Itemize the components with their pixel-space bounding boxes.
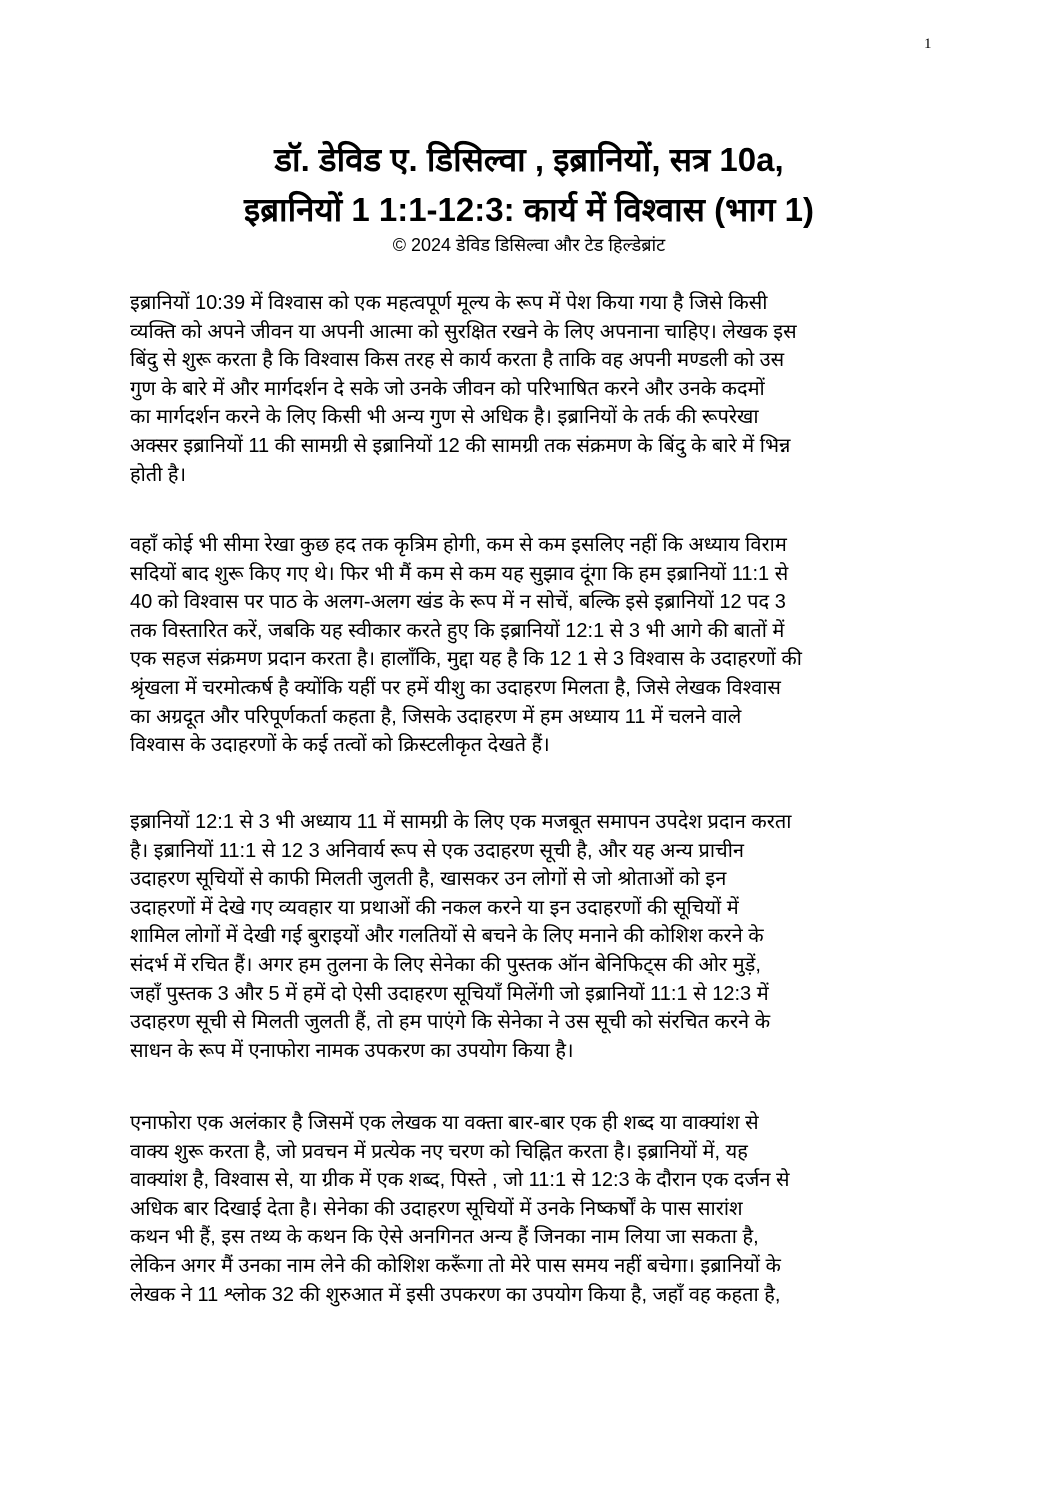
- text-line: वहाँ कोई भी सीमा रेखा कुछ हद तक कृत्रिम होगी, कम से कम इसलिए नहीं कि अध्याय विराम: [130, 534, 787, 556]
- text-line: लेकिन अगर मैं उनका नाम लेने की कोशिश करूँगा तो मेरे पास समय नहीं बचेगा। इब्रानियों के: [130, 1254, 781, 1277]
- paragraph-2: [130, 531, 930, 760]
- text-line: उदाहरण सूचियों से काफी मिलती जुलती है, खासकर उन लोगों से जो श्रोताओं को इन: [130, 868, 727, 891]
- text-line: वाक्यांश है, विश्वास से, या ग्रीक में एक शब्द, पिस्ते , जो 11:1 से 12:3 के दौरान एक दर्जन से: [130, 1169, 790, 1192]
- text-line: उदाहरणों में देखे गए व्यवहार या प्रथाओं की नकल करने या इन उदाहरणों की सूचियों में: [130, 896, 739, 919]
- text-line: है। इब्रानियों 11:1 से 12 3 अनिवार्य रूप से एक उदाहरण सूची है, और यह अन्य प्राचीन: [130, 839, 744, 862]
- paragraph-1: [130, 289, 930, 489]
- page-number: 1: [924, 36, 932, 52]
- text-line: संदर्भ में रचित हैं। अगर हम तुलना के लिए सेनेका की पुस्तक ऑन बेनिफिट्स की ओर मुड़ें,: [130, 953, 761, 976]
- text-line: उदाहरण सूची से मिलती जुलती हैं, तो हम पाएंगे कि सेनेका ने उस सूची को संरचित करने के: [130, 1011, 771, 1034]
- text-line: जहाँ पुस्तक 3 और 5 में हमें दो ऐसी उदाहरण सूचियाँ मिलेंगी जो इब्रानियों 11:1 से 12:3 में: [130, 982, 769, 1005]
- text-line: होती है।: [130, 463, 187, 486]
- text-line: बिंदु से शुरू करता है कि विश्वास किस तरह से कार्य करता है ताकि वह अपनी मण्डली को उस: [130, 349, 785, 372]
- paragraph-3: [130, 808, 930, 1065]
- text-line: एनाफोरा एक अलंकार है जिसमें एक लेखक या वक्ता बार-बार एक ही शब्द या वाक्यांश से: [130, 1112, 759, 1134]
- text-line: श्रृंखला में चरमोत्कर्ष है क्योंकि यहीं पर हमें यीशु का उदाहरण मिलता है, जिसे लेखक विश्वास: [130, 676, 781, 699]
- text-line: वाक्य शुरू करता है, जो प्रवचन में प्रत्येक नए चरण को चिह्नित करता है। इब्रानियों में, यह: [130, 1140, 748, 1163]
- paragraph-4: [130, 1109, 930, 1309]
- copyright-line: © 2024 डेविड डिसिल्वा और टेड हिल्डेब्रांट: [392, 235, 666, 255]
- text-line: तक विस्तारित करें, जबकि यह स्वीकार करते हुए कि इब्रानियों 12:1 से 3 भी आगे की बातों में: [130, 619, 785, 642]
- text-line: लेखक ने 11 श्लोक 32 की शुरुआत में इसी उपकरण का उपयोग किया है, जहाँ वह कहता है,: [130, 1283, 781, 1306]
- title-line: इब्रानियों 1 1:1-12:3: कार्य में विश्वास (भाग 1): [244, 191, 814, 228]
- document-title: [0, 135, 1058, 235]
- text-line: साधन के रूप में एनाफोरा नामक उपकरण का उपयोग किया है।: [130, 1039, 574, 1062]
- text-line: इब्रानियों 10:39 में विश्वास को एक महत्वपूर्ण मूल्य के रूप में पेश किया गया है जिसे किसी: [130, 292, 768, 314]
- text-line: 40 को विश्वास पर पाठ के अलग-अलग खंड के रूप में न सोचें, बल्कि इसे इब्रानियों 12 पद 3: [130, 591, 786, 614]
- text-line: गुण के बारे में और मार्गदर्शन दे सके जो उनके जीवन को परिभाषित करने और उनके कदमों: [130, 377, 765, 400]
- text-line: व्यक्ति को अपने जीवन या अपनी आत्मा को सुरक्षित रखने के लिए अपनाना चाहिए। लेखक इस: [130, 320, 797, 343]
- text-line: इब्रानियों 12:1 से 3 भी अध्याय 11 में सामग्री के लिए एक मजबूत समापन उपदेश प्रदान करता: [130, 811, 792, 833]
- text-line: अधिक बार दिखाई देता है। सेनेका की उदाहरण सूचियों में उनके निष्कर्षों के पास सारांश: [130, 1197, 743, 1220]
- text-line: एक सहज संक्रमण प्रदान करता है। हालाँकि, मुद्दा यह है कि 12 1 से 3 विश्वास के उदाहरणों की: [130, 648, 802, 671]
- text-line: कथन भी हैं, इस तथ्य के कथन कि ऐसे अनगिनत अन्य हैं जिनका नाम लिया जा सकता है,: [130, 1226, 759, 1249]
- text-line: शामिल लोगों में देखी गई बुराइयों और गलतियों से बचने के लिए मनाने की कोशिश करने के: [130, 925, 764, 948]
- text-line: विश्वास के उदाहरणों के कई तत्वों को क्रिस्टलीकृत देखते हैं।: [130, 734, 550, 757]
- text-line: का अग्रदूत और परिपूर्णकर्ता कहता है, जिसके उदाहरण में हम अध्याय 11 में चलने वाले: [130, 705, 742, 728]
- text-line: अक्सर इब्रानियों 11 की सामग्री से इब्रानियों 12 की सामग्री तक संक्रमण के बिंदु के बारे में भिन्न: [130, 434, 791, 457]
- title-line: डॉ. डेविड ए. डिसिल्वा , इब्रानियों, सत्र 10a,: [274, 141, 784, 178]
- text-line: सदियों बाद शुरू किए गए थे। फिर भी मैं कम से कम यह सुझाव दूंगा कि हम इब्रानियों 11:1 से: [130, 562, 789, 585]
- text-line: का मार्गदर्शन करने के लिए किसी भी अन्य गुण से अधिक है। इब्रानियों के तर्क की रूपरेखा: [130, 406, 759, 429]
